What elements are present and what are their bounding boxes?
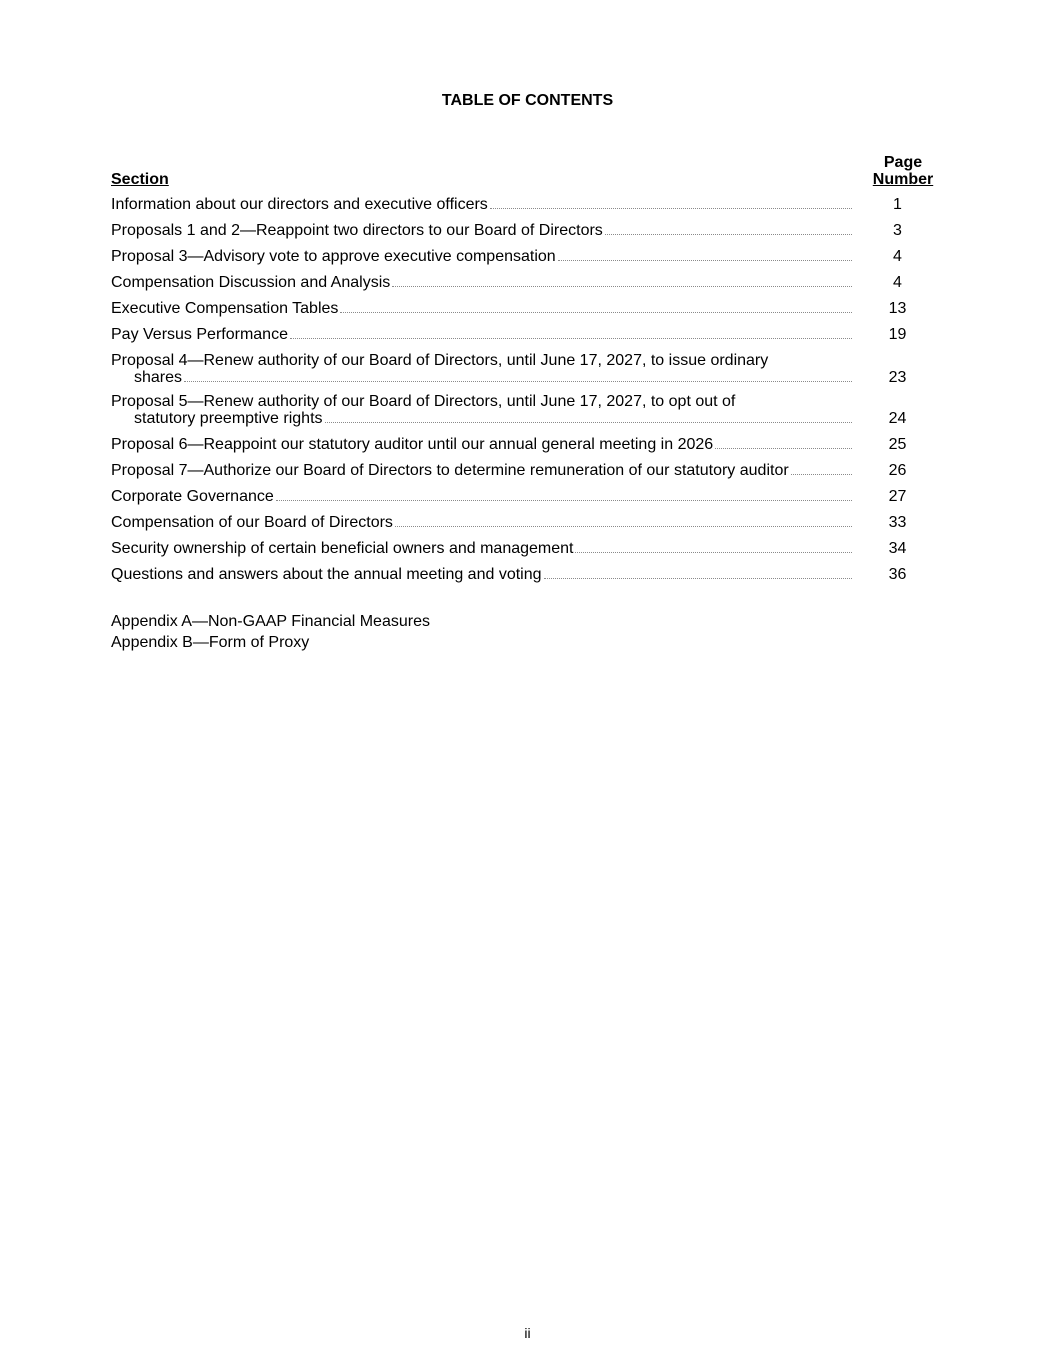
toc-entry[interactable] (111, 300, 943, 317)
page-column-header-line1: Page (883, 154, 923, 171)
toc-entry-title: Pay Versus Performance (111, 326, 288, 343)
page-column-header-line2: Number (872, 171, 934, 188)
toc-entry-page: 23 (888, 369, 907, 386)
toc-entry-page: 19 (888, 326, 907, 343)
toc-entry[interactable] (111, 248, 943, 265)
toc-entry-page: 36 (888, 566, 907, 583)
toc-entry[interactable] (111, 540, 943, 557)
toc-entry-title: Proposal 5—Renew authority of our Board of Directors, until June 17, 2027, to opt out of (111, 393, 736, 410)
page-title: TABLE OF CONTENTS (441, 92, 614, 109)
toc-entry[interactable] (111, 514, 943, 531)
toc-entry[interactable] (111, 436, 943, 453)
toc-entry[interactable] (111, 352, 943, 386)
toc-entry-title: Corporate Governance (111, 488, 274, 505)
toc-entry-page: 26 (888, 462, 907, 479)
toc-entry-page: 4 (893, 248, 902, 265)
page-number-column-header (863, 154, 943, 188)
toc-entry[interactable] (111, 326, 943, 343)
toc-entry[interactable] (111, 274, 943, 291)
dot-leader (605, 233, 852, 235)
toc-entry[interactable] (111, 222, 943, 239)
dot-leader (392, 285, 852, 287)
toc-entry-page: 1 (893, 196, 902, 213)
appendix-item[interactable]: Appendix A—Non-GAAP Financial Measures (111, 613, 430, 630)
toc-list (111, 196, 943, 592)
dot-leader (791, 473, 852, 475)
dot-leader (558, 259, 852, 261)
toc-entry-title: Compensation of our Board of Directors (111, 514, 393, 531)
dot-leader (325, 421, 852, 423)
toc-entry-title-continued: statutory preemptive rights (134, 410, 323, 427)
toc-entry-title: Compensation Discussion and Analysis (111, 274, 391, 291)
dot-leader (490, 207, 852, 209)
dot-leader (544, 577, 852, 579)
toc-entry-page: 4 (893, 274, 902, 291)
toc-entry-title: Proposal 3—Advisory vote to approve executive compensation (111, 248, 556, 265)
toc-entry-title: Proposals 1 and 2—Reappoint two directors to our Board of Directors (111, 222, 603, 239)
toc-entry-page: 13 (888, 300, 907, 317)
toc-entry-page: 24 (888, 410, 907, 427)
appendix-list (111, 611, 430, 653)
dot-leader (184, 380, 852, 382)
toc-entry-title: Proposal 6—Reappoint our statutory auditor until our annual general meeting in 2026 (111, 436, 714, 453)
toc-entry-page: 34 (888, 540, 907, 557)
section-column-header: Section (111, 171, 169, 188)
toc-entry-title: Proposal 4—Renew authority of our Board of Directors, until June 17, 2027, to issue ordinary (111, 352, 769, 369)
dot-leader (715, 447, 852, 449)
toc-entry-page: 25 (888, 436, 907, 453)
toc-entry-title: Proposal 7—Authorize our Board of Directors to determine remuneration of our statutory auditor (111, 462, 789, 479)
dot-leader (575, 551, 852, 553)
dot-leader (340, 311, 852, 313)
toc-entry-title: Executive Compensation Tables (111, 300, 339, 317)
dot-leader (290, 337, 852, 339)
toc-entry-title: Information about our directors and executive officers (111, 196, 488, 213)
toc-entry-title: Security ownership of certain beneficial owners and management (111, 540, 574, 557)
toc-entry[interactable] (111, 196, 943, 213)
dot-leader (276, 499, 852, 501)
toc-entry-page: 27 (888, 488, 907, 505)
toc-entry[interactable] (111, 462, 943, 479)
footer-page-number: ii (524, 1325, 531, 1341)
toc-entry[interactable] (111, 393, 943, 427)
toc-entry-title-continued: shares (134, 369, 183, 386)
toc-entry[interactable] (111, 566, 943, 583)
toc-entry-title: Questions and answers about the annual meeting and voting (111, 566, 542, 583)
toc-entry-page: 3 (893, 222, 902, 239)
dot-leader (395, 525, 852, 527)
toc-entry-page: 33 (888, 514, 907, 531)
appendix-item[interactable]: Appendix B—Form of Proxy (111, 634, 310, 651)
toc-entry[interactable] (111, 488, 943, 505)
